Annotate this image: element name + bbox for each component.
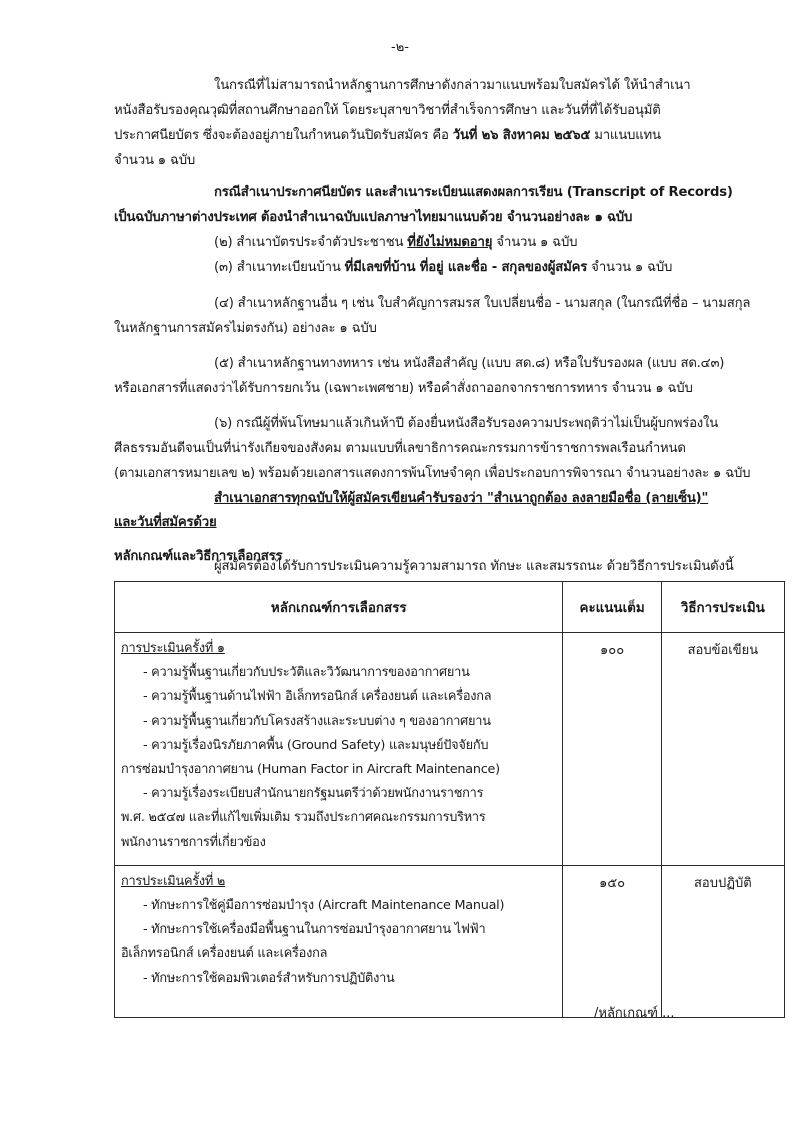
criteria-line: พ.ศ. ๒๕๔๗ และที่แก้ไขเพิ่มเติม รวมถึงประกาศคณะกรรมการบริหาร: [121, 810, 486, 826]
item-6-line-1: (๖) กรณีผู้ที่พ้นโทษมาแล้วเกินห้าปี ต้องยื่นหนังสือรับรองความประพฤติว่าไม่เป็นผู้บกพร่องใน: [214, 416, 719, 431]
criteria-table: [114, 581, 785, 1018]
item-2: [214, 233, 577, 253]
criteria-line: - ทักษะการใช้เครื่องมือพื้นฐานในการซ่อมบำรุงอากาศยาน ไฟฟ้า: [143, 922, 486, 938]
round-title: การประเมินครั้งที่ ๑: [121, 641, 225, 656]
criteria-line: การซ่อมบำรุงอากาศยาน (Human Factor in Aircraft Maintenance): [121, 762, 500, 778]
transcript-line-1: กรณีสำเนาประกาศนียบัตร และสำเนาระเบียนแสดงผลการเรียน (Transcript of Records): [214, 185, 733, 200]
certify-line-1: สำเนาเอกสารทุกฉบับให้ผู้สมัครเขียนคำรับรองว่า "สำเนาถูกต้อง ลงลายมือชื่อ (ลายเซ็น)": [214, 491, 709, 506]
evidence-line-3c: มาแนบแทน: [590, 128, 661, 143]
criteria-line: - ทักษะการใช้คู่มือการซ่อมบำรุง (Aircraft Maintenance Manual): [143, 898, 505, 914]
table-header-row: [115, 582, 785, 633]
continued-marker: /หลักเกณฑ์ ...: [594, 1006, 675, 1021]
evidence-line-3: [114, 126, 661, 146]
certify-line-2: และวันที่สมัครด้วย: [114, 515, 217, 530]
item-3c: จำนวน ๑ ฉบับ: [587, 260, 673, 275]
method-cell: [661, 865, 784, 1017]
item-5-line-1: (๕) สำเนาหลักฐานทางทหาร เช่น หนังสือสำคัญ (แบบ สด.๘) หรือใบรับรองผล (แบบ สด.๔๓): [214, 356, 725, 371]
criteria-line: - ทักษะการใช้คอมพิวเตอร์สำหรับการปฏิบัติงาน: [143, 970, 395, 986]
item-4-line-1: (๔) สำเนาหลักฐานอื่น ๆ เช่น ใบสำคัญการสมรส ใบเปลี่ยนชื่อ - นามสกุล (ในกรณีที่ชื่อ – นามสกุล: [214, 296, 751, 311]
full-score: ๑๐๐: [600, 643, 625, 658]
criteria-line: - ความรู้เรื่องระเบียบสำนักนายกรัฐมนตรีว่าด้วยพนักงานราชการ: [143, 786, 484, 802]
evidence-line-4: จำนวน ๑ ฉบับ: [114, 153, 196, 168]
criteria-line: พนักงานราชการที่เกี่ยวข้อง: [121, 834, 266, 850]
method-cell: [661, 633, 784, 866]
criteria-line: - ความรู้พื้นฐานด้านไฟฟ้า อิเล็กทรอนิกส์ เครื่องยนต์ และเครื่องกล: [143, 689, 492, 705]
criteria-line: - ความรู้เรื่องนิรภัยภาคพื้น (Ground Safety) และมนุษย์ปัจจัยกับ: [143, 737, 489, 753]
criteria-line: - ความรู้พื้นฐานเกี่ยวกับประวัติและวิวัฒนาการของอากาศยาน: [143, 665, 470, 681]
score-cell: [563, 633, 661, 866]
evidence-line-3a: ประกาศนียบัตร ซึ่งจะต้องอยู่ภายในกำหนดวันปิดรับสมัคร คือ: [114, 128, 453, 143]
transcript-line-2: เป็นฉบับภาษาต่างประเทศ ต้องนำสำเนาฉบับแปลภาษาไทยมาแนบด้วย จำนวนอย่างละ ๑ ฉบับ: [114, 210, 633, 225]
round-title: การประเมินครั้งที่ ๒: [121, 873, 226, 889]
criteria-line: อิเล็กทรอนิกส์ เครื่องยนต์ และเครื่องกล: [121, 946, 328, 962]
section-title: หลักเกณฑ์และวิธีการเลือกสรร: [114, 549, 283, 564]
table-row: [115, 633, 785, 866]
header-method: วิธีการประเมิน: [661, 582, 784, 633]
score-cell: [563, 865, 661, 1017]
item-2-emphasis: ที่ยังไม่หมดอายุ: [407, 235, 493, 250]
closing-date: วันที่ ๒๖ สิงหาคม ๒๕๖๕: [452, 128, 591, 143]
item-6-line-3: (ตามเอกสารหมายเลข ๒) พร้อมด้วยเอกสารแสดงการพ้นโทษจำคุก เพื่อประกอบการพิจารณา จำนวนอย่างละ ๑ ฉบับ: [114, 466, 751, 481]
page-number: -๒-: [391, 40, 409, 55]
item-2c: จำนวน ๑ ฉบับ: [492, 235, 578, 250]
criteria-cell: [115, 865, 563, 1017]
evidence-line-1: ในกรณีที่ไม่สามารถนำหลักฐานการศึกษาดังกล่าวมาแนบพร้อมใบสมัครได้ ให้นำสำเนา: [214, 78, 691, 93]
header-full-score: คะแนนเต็ม: [563, 582, 661, 633]
full-score: ๑๕๐: [599, 875, 626, 891]
item-4-line-2: ในหลักฐานการสมัครไม่ตรงกัน) อย่างละ ๑ ฉบับ: [114, 321, 377, 336]
header-criteria: หลักเกณฑ์การเลือกสรร: [115, 582, 563, 633]
criteria-cell: [115, 633, 563, 866]
assessment-method: สอบข้อเขียน: [687, 643, 759, 658]
item-3-emphasis: ที่มีเลขที่บ้าน ที่อยู่ และชื่อ - สกุลของผู้สมัคร: [344, 260, 588, 275]
item-3a: (๓) สำเนาทะเบียนบ้าน: [214, 260, 345, 275]
evidence-line-2: หนังสือรับรองคุณวุฒิที่สถานศึกษาออกให้ โดยระบุสาขาวิชาที่สำเร็จการศึกษา และวันที่ที่ได้รับอนุมัติ: [114, 103, 661, 118]
item-3: [214, 258, 672, 278]
item-5-line-2: หรือเอกสารที่แสดงว่าได้รับการยกเว้น (เฉพาะเพศชาย) หรือคำสั่งถาออกจากราชการทหาร จำนวน ๑ ฉบับ: [114, 381, 693, 396]
item-6-line-2: ศีลธรรมอันดีจนเป็นที่น่ารังเกียจของสังคม ตามแบบที่เลขาธิการคณะกรรมการข้าราชการพลเรือนกำหนด: [114, 441, 686, 456]
item-2a: (๒) สำเนาบัตรประจำตัวประชาชน: [214, 235, 408, 250]
criteria-line: - ความรู้พื้นฐานเกี่ยวกับโครงสร้างและระบบต่าง ๆ ของอากาศยาน: [143, 713, 491, 729]
assessment-method: สอบปฏิบัติ: [694, 875, 752, 891]
section-intro: ผู้สมัครต้องได้รับการประเมินความรู้ความสามารถ ทักษะ และสมรรถนะ ด้วยวิธีการประเมินดังนี้: [214, 559, 734, 574]
table-row: [115, 865, 785, 1017]
